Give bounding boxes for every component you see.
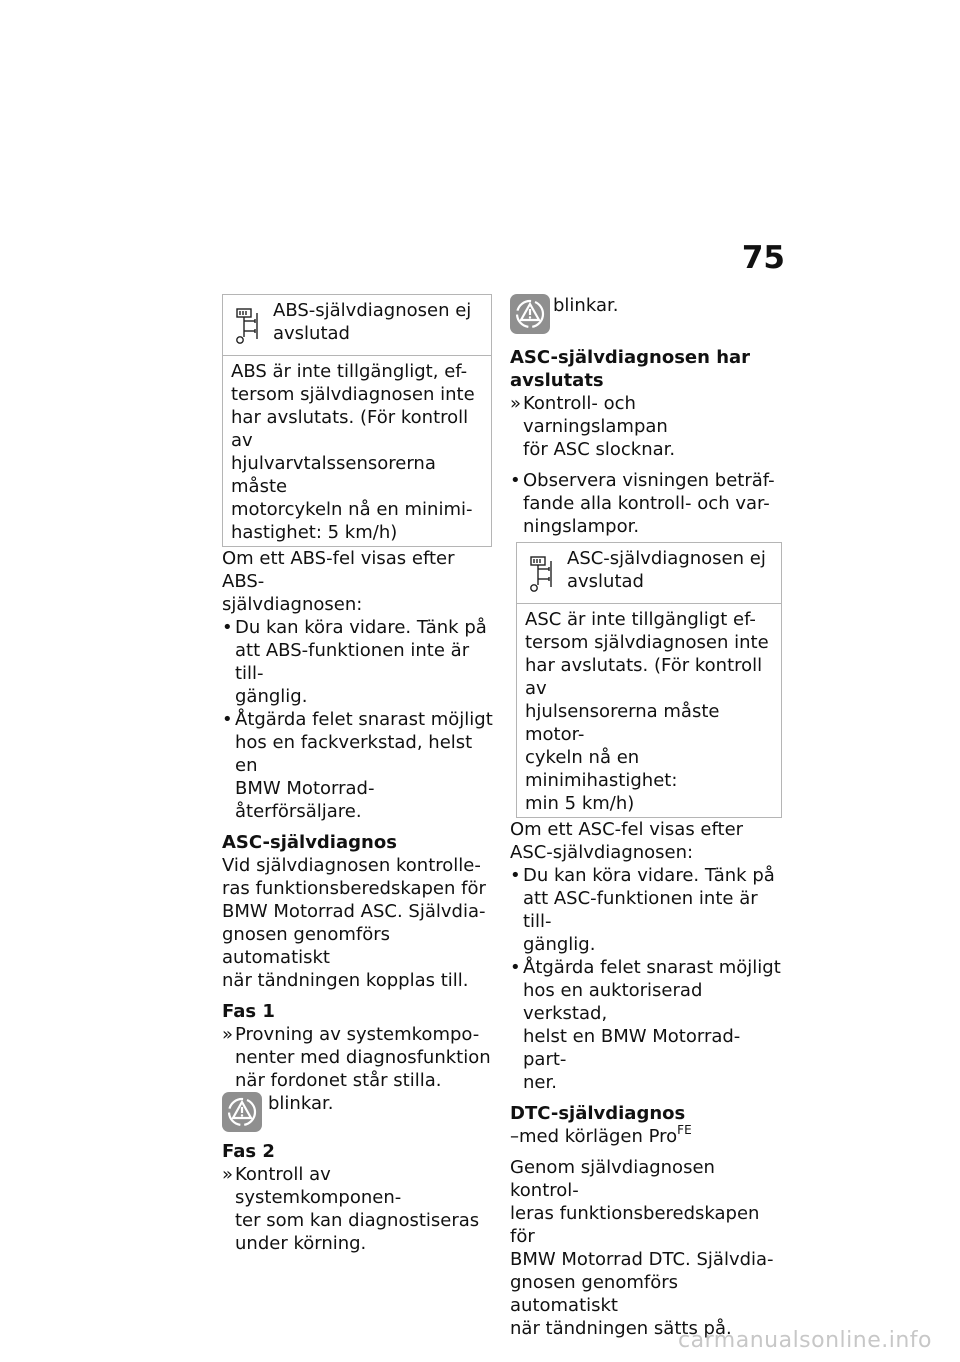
text-line: • Åtgärda felet snarast möjligt xyxy=(523,957,781,978)
top-blink-row xyxy=(510,294,782,334)
text-line: för ASC slocknar. xyxy=(523,439,676,460)
asc-heading: ASC-självdiagnos xyxy=(222,832,397,853)
asc-fault-intro xyxy=(510,818,782,864)
dtc-subheading xyxy=(510,1125,782,1148)
asc-notice-line: tersom självdiagnosen inte xyxy=(525,632,769,653)
abs-notice-header xyxy=(223,295,491,355)
asc-warning-lamp-icon xyxy=(222,1092,262,1132)
text-line: • Observera visningen beträf- xyxy=(523,470,775,491)
asc-notice-line: cykeln nå en minimihastighet: xyxy=(525,747,678,791)
dtc-paragraph xyxy=(510,1156,782,1340)
text-line: ningslampor. xyxy=(523,516,640,537)
text-line: nenter med diagnosfunktion xyxy=(235,1047,491,1068)
right-column xyxy=(510,294,782,1340)
text-line: leras funktionsberedskapen för xyxy=(510,1203,760,1247)
arrow-icon: » xyxy=(510,393,522,414)
text-line: Kontroll av systemkomponen- xyxy=(235,1164,402,1208)
abs-bullet-continue xyxy=(222,616,494,708)
text-line: Kontroll- och varningslampan xyxy=(523,393,668,437)
text-line: gänglig. xyxy=(523,934,596,955)
text-line: ner. xyxy=(523,1072,557,1093)
asc-notice-box xyxy=(516,542,782,818)
fas2-heading: Fas 2 xyxy=(222,1141,275,1162)
abs-notice-line: hjulvarvtalssensorerna måste xyxy=(231,453,436,497)
text-line: BMW Motorrad-återförsäljare. xyxy=(235,778,375,822)
watermark: carmanualsonline.info xyxy=(678,1328,932,1353)
text-line: Om ett ASC-fel visas efter xyxy=(510,819,744,840)
abs-notice-line: motorcykeln nå en minimi- xyxy=(231,499,473,520)
fas1-blink-row xyxy=(222,1092,494,1132)
text-line: självdiagnosen: xyxy=(222,594,363,615)
dtc-heading: DTC-självdiagnos xyxy=(510,1103,686,1124)
abs-notice-title-2: avslutad xyxy=(273,323,350,344)
text-line: Genom självdiagnosen kontrol- xyxy=(510,1157,715,1201)
text-line: att ASC-funktionen inte är till- xyxy=(523,888,758,932)
text-line: hos en fackverkstad, helst en xyxy=(235,732,473,776)
asc-notice-body xyxy=(517,603,781,817)
text-line: när fordonet står stilla. xyxy=(235,1070,442,1091)
text-line: när tändningen sätts på. xyxy=(510,1318,732,1339)
asc-notice-header xyxy=(517,543,781,603)
abs-notice-title-1: ABS-självdiagnosen ej xyxy=(273,300,472,321)
abs-notice-line: har avslutats. (För kontroll av xyxy=(231,407,469,451)
top-blink-text: blinkar. xyxy=(553,295,619,316)
text-line: • Du kan köra vidare. Tänk på xyxy=(235,617,487,638)
text-line: ASC-självdiagnosen: xyxy=(510,842,694,863)
dtc-sub-text: –med körlägen Pro xyxy=(510,1126,678,1147)
text-line: att ABS-funktionen inte är till- xyxy=(235,640,470,684)
asc-paragraph xyxy=(222,854,494,992)
fas2-item xyxy=(222,1163,494,1255)
asc-done-heading xyxy=(510,346,782,392)
text-line: BMW Motorrad ASC. Självdia- xyxy=(222,901,486,922)
asc-notice-line: har avslutats. (För kontroll av xyxy=(525,655,763,699)
asc-notice-line: ASC är inte tillgängligt ef- xyxy=(525,609,756,630)
dtc-sup-text: FE xyxy=(677,1123,692,1137)
abs-fault-intro xyxy=(222,547,494,616)
text-line: gnosen genomförs automatiskt xyxy=(222,924,391,968)
asc-warning-lamp-icon xyxy=(510,294,550,334)
text-line: under körning. xyxy=(235,1233,367,1254)
fas1-heading: Fas 1 xyxy=(222,1001,275,1022)
diagnosis-gauge-icon xyxy=(525,551,557,597)
text-line: ras funktionsberedskapen för xyxy=(222,878,486,899)
abs-notice-body xyxy=(223,355,491,546)
arrow-icon: » xyxy=(222,1024,234,1045)
abs-notice-line: tersom självdiagnosen inte xyxy=(231,384,475,405)
abs-notice-line: hastighet: 5 km/h) xyxy=(231,522,398,543)
text-line: fande alla kontroll- och var- xyxy=(523,493,770,514)
asc-notice-title-1: ASC-självdiagnosen ej xyxy=(567,548,766,569)
text-line: ter som kan diagnostiseras xyxy=(235,1210,480,1231)
text-line: gänglig. xyxy=(235,686,308,707)
asc-bullet-repair xyxy=(510,956,782,1094)
heading-line: avslutats xyxy=(510,370,604,391)
abs-notice-line: ABS är inte tillgängligt, ef- xyxy=(231,361,468,382)
text-line: gnosen genomförs automatiskt xyxy=(510,1272,679,1316)
fas1-blink-text: blinkar. xyxy=(268,1093,334,1114)
asc-notice-line: hjulsensorerna måste motor- xyxy=(525,701,720,745)
abs-notice-box xyxy=(222,294,492,547)
asc-notice-line: min 5 km/h) xyxy=(525,793,635,814)
observe-bullet xyxy=(510,469,782,538)
asc-bullet-continue xyxy=(510,864,782,956)
fas1-item xyxy=(222,1023,494,1092)
text-line: när tändningen kopplas till. xyxy=(222,970,469,991)
left-column xyxy=(222,294,494,1255)
abs-bullet-repair xyxy=(222,708,494,823)
heading-line: ASC-självdiagnosen har xyxy=(510,347,751,368)
text-line: Vid självdiagnosen kontrolle- xyxy=(222,855,481,876)
text-line: • Du kan köra vidare. Tänk på xyxy=(523,865,775,886)
asc-notice-title-2: avslutad xyxy=(567,571,644,592)
text-line: helst en BMW Motorrad-part- xyxy=(523,1026,741,1070)
asc-done-item xyxy=(510,392,782,461)
text-line: Om ett ABS-fel visas efter ABS- xyxy=(222,548,455,592)
text-line: BMW Motorrad DTC. Självdia- xyxy=(510,1249,774,1270)
text-line: hos en auktoriserad verkstad, xyxy=(523,980,703,1024)
text-line: • Åtgärda felet snarast möjligt xyxy=(235,709,493,730)
page-number: 75 xyxy=(741,240,785,276)
arrow-icon: » xyxy=(222,1164,234,1185)
text-line: Provning av systemkompo- xyxy=(235,1024,480,1045)
diagnosis-gauge-icon xyxy=(231,303,263,349)
